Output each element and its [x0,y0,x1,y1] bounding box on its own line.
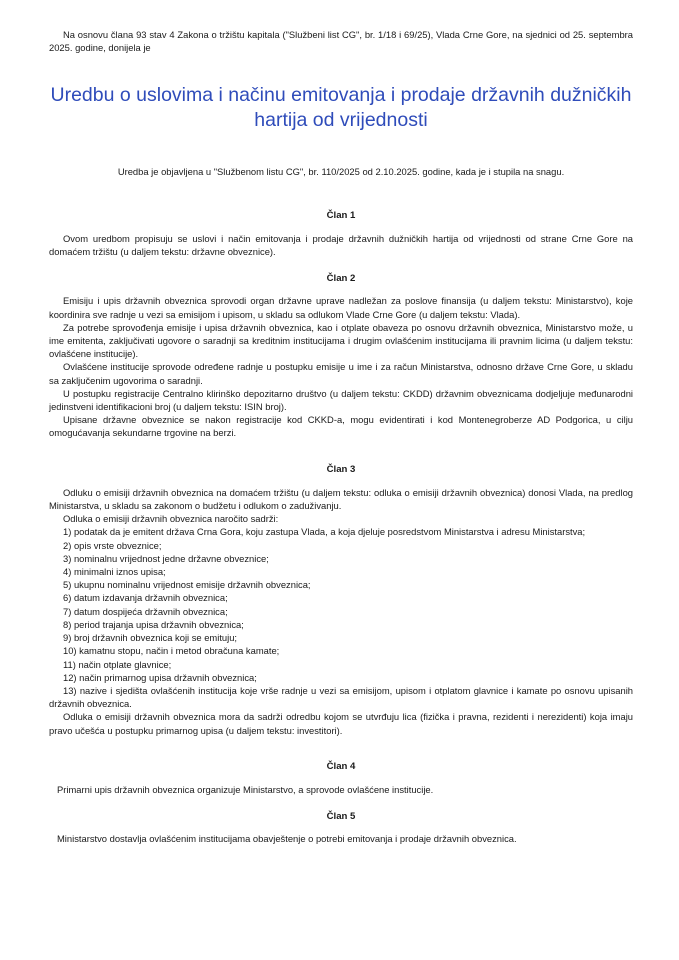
article-heading: Član 1 [326,209,356,221]
list-item: 11) način otplate glavnice; [63,658,172,670]
article-paragraph: Za potrebe sprovođenja emisije i upisa državnih obveznica, kao i otplate obaveza po osnovu državnih obveznica, Ministarstvo može, u ime emitenta, zaključivati ugovore o saradnji sa kreditnim institucijama i drugim ovlašćenim institucijama ili pravnim licima (u daljem tekstu: ovlašćene institucije). [49,321,633,360]
document-title: Uredbu o uslovima i načinu emitovanja i prodaje državnih dužničkih hartija od vrijednosti [50,84,632,132]
list-item: 6) datum izdavanja državnih obveznica; [63,592,228,604]
article-paragraph: Upisane državne obveznice se nakon registracije kod CKKD-a, mogu evidentirati i kod Montenegroberze AD Podgorica, u cilju omogućavanja sekundarne trgovine na berzi. [49,414,633,439]
article-paragraph: U postupku registracije Centralno klirinško depozitarno društvo (u daljem tekstu: CKDD) državnim obveznicama dodjeljuje međunarodni jedinstveni identifikacioni broj (u daljem tekstu: ISIN broj). [49,387,633,413]
list-item: 13) nazive i sjedišta ovlašćenih institucija koje vrše radnje u vezi sa emisijom, upisom i otplatom glavnice i kamate po osnovu upisanih državnih obveznica. [49,684,633,710]
article-heading: Član 4 [326,760,356,772]
list-item: 9) broj državnih obveznica koji se emituju; [63,632,238,644]
article-list [49,525,633,710]
article-heading: Član 2 [326,273,356,285]
list-item: 10) kamatnu stopu, način i metod obračuna kamate; [63,645,280,657]
list-item: 8) period trajanja upisa državnih obveznica; [63,618,244,630]
article-paragraph: Primarni upis državnih obveznica organizuje Ministarstvo, a sprovode ovlašćene institucije. [57,783,434,795]
list-item: 3) nominalnu vrijednost jedne državne obveznice; [63,552,269,564]
article-paragraph: Ovlašćene institucije sprovode određene radnje u postupku emisije u ime i za račun Ministarstva, odnosno države Crne Gore, u skladu sa zaključenim ugovorima o saradnji. [49,361,633,386]
list-item: 4) minimalni iznos upisa; [63,566,166,578]
preamble: Na osnovu člana 93 stav 4 Zakona o tržištu kapitala ("Službeni list CG", br. 1/18 i 69/25), Vlada Crne Gore, na sjednici od 25. septembra 2025. godine, donijela je [49,29,633,54]
publication-note: Uredba je objavljena u "Službenom listu CG", br. 110/2025 od 2.10.2025. godine, kada je i stupila na snagu. [117,166,565,178]
article-4 [49,760,633,796]
article-5 [49,810,633,845]
list-item: 7) datum dospijeća državnih obveznica; [63,605,228,617]
article-paragraph: Odluka o emisiji državnih obveznica mora da sadrži odredbu kojom se utvrđuju lica (fizička i pravna, rezidenti i nerezidenti) koja imaju pravo učešća u postupku primarnog upisa (u daljem tekstu: investitori). [49,711,633,736]
list-item: 5) ukupnu nominalnu vrijednost emisije državnih obveznica; [63,579,311,591]
article-heading: Član 5 [326,811,356,823]
list-item: 1) podatak da je emitent država Crna Gora, koju zastupa Vlada, a koja djeluje posredstvom Ministarstva i adresu Ministarstva; [63,526,586,538]
article-paragraph: Ovom uredbom propisuju se uslovi i način emitovanja i prodaje državnih dužničkih hartija od vrijednosti od strane Crne Gore na domaćem tržištu (u daljem tekstu: državne obveznice). [49,232,633,258]
list-item: 12) način primarnog upisa državnih obveznica; [63,671,257,683]
list-item: 2) opis vrste obveznice; [63,539,162,551]
article-1 [49,209,633,259]
article-heading: Član 3 [326,463,356,475]
article-2 [49,272,633,439]
article-paragraph: Emisiju i upis državnih obveznica sprovodi organ državne uprave nadležan za poslove finansija (u daljem tekstu: Ministarstvo), koje koordinira sve radnje u vezi sa emisijom i upisom, u skladu sa odlukom Vlade Crne Gore (u daljem tekstu: Vlada). [49,295,633,320]
article-paragraph: Ministarstvo dostavlja ovlašćenim institucijama obavještenje o potrebi emitovanja i prodaje državnih obveznica. [57,833,517,845]
article-paragraph: Odluku o emisiji državnih obveznica na domaćem tržištu (u daljem tekstu: odluka o emisiji državnih obveznica) donosi Vlada, na predlog Ministarstva, u skladu sa zakonom o budžetu i odlukom o zaduživanju. [49,486,633,512]
article-paragraph: Odluka o emisiji državnih obveznica naročito sadrži: [63,513,279,525]
article-3 [49,463,633,737]
